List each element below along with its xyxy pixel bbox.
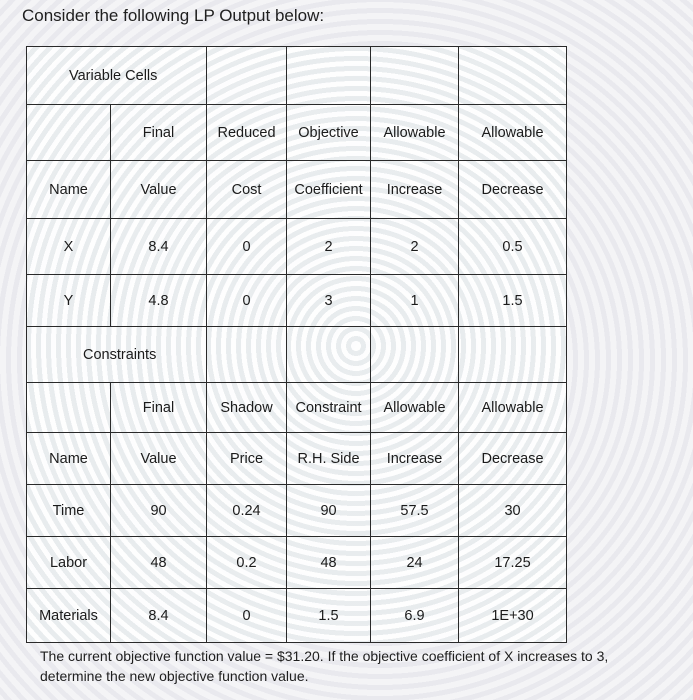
table-cell: 57.5 <box>371 485 459 537</box>
table-cell: 0.2 <box>207 537 287 589</box>
table-cell: 1.5 <box>459 275 567 327</box>
table-cell: X <box>27 219 111 275</box>
lp-output-table <box>26 46 567 643</box>
header-cell <box>27 105 111 161</box>
table-cell: 6.9 <box>371 589 459 643</box>
table-cell: 0 <box>207 275 287 327</box>
header-cell: Name <box>27 161 111 219</box>
header-cell: Name <box>27 433 111 485</box>
header-cell: Cost <box>207 161 287 219</box>
header-cell: Decrease <box>459 161 567 219</box>
header-cell: Shadow <box>207 383 287 433</box>
header-cell: Increase <box>371 433 459 485</box>
constraints-section-row <box>27 327 567 383</box>
table-cell: 0.24 <box>207 485 287 537</box>
table-cell: 2 <box>287 219 371 275</box>
question-text <box>40 646 680 686</box>
table-cell: 17.25 <box>459 537 567 589</box>
table-cell: 48 <box>287 537 371 589</box>
header-cell: Value <box>111 433 207 485</box>
question-line-2: determine the new objective function value. <box>40 668 309 684</box>
variable-cells-section-row <box>27 47 567 105</box>
table-row <box>27 219 567 275</box>
table-cell: 1.5 <box>287 589 371 643</box>
variable-cells-header-row-1 <box>27 105 567 161</box>
page-title: Consider the following LP Output below: <box>22 6 325 25</box>
table-cell: 24 <box>371 537 459 589</box>
table-cell: 0 <box>207 589 287 643</box>
table-row <box>27 537 567 589</box>
header-cell: Decrease <box>459 433 567 485</box>
header-cell: Price <box>207 433 287 485</box>
header-cell: Allowable <box>371 105 459 161</box>
table-row <box>27 589 567 643</box>
table-cell: Time <box>27 485 111 537</box>
variable-cells-header-row-2 <box>27 161 567 219</box>
table-cell: 48 <box>111 537 207 589</box>
header-cell: Increase <box>371 161 459 219</box>
table-row <box>27 275 567 327</box>
header-cell: Reduced <box>207 105 287 161</box>
lp-output-table-area <box>26 46 566 642</box>
question-line-1: The current objective function value = $31.20. If the objective coefficient of X increases to 3, <box>40 648 609 664</box>
table-cell: 8.4 <box>111 219 207 275</box>
table-cell: Labor <box>27 537 111 589</box>
table-cell: 90 <box>287 485 371 537</box>
table-row <box>27 485 567 537</box>
constraints-label: Constraints <box>27 327 207 383</box>
constraints-header-row-1 <box>27 383 567 433</box>
header-cell: Allowable <box>371 383 459 433</box>
header-cell: R.H. Side <box>287 433 371 485</box>
header-cell: Constraint <box>287 383 371 433</box>
table-cell: 90 <box>111 485 207 537</box>
table-cell: 4.8 <box>111 275 207 327</box>
table-cell: 2 <box>371 219 459 275</box>
header-cell: Allowable <box>459 105 567 161</box>
header-cell: Allowable <box>459 383 567 433</box>
constraints-header-row-2 <box>27 433 567 485</box>
table-cell: Materials <box>27 589 111 643</box>
table-cell: 0 <box>207 219 287 275</box>
table-cell: 1 <box>371 275 459 327</box>
table-cell: Y <box>27 275 111 327</box>
table-cell: 0.5 <box>459 219 567 275</box>
header-cell: Objective <box>287 105 371 161</box>
header-cell <box>27 383 111 433</box>
header-cell: Value <box>111 161 207 219</box>
table-cell: 8.4 <box>111 589 207 643</box>
variable-cells-label: Variable Cells <box>27 47 207 105</box>
table-cell: 1E+30 <box>459 589 567 643</box>
header-cell: Final <box>111 383 207 433</box>
header-cell: Final <box>111 105 207 161</box>
table-cell: 3 <box>287 275 371 327</box>
table-cell: 30 <box>459 485 567 537</box>
header-cell: Coefficient <box>287 161 371 219</box>
